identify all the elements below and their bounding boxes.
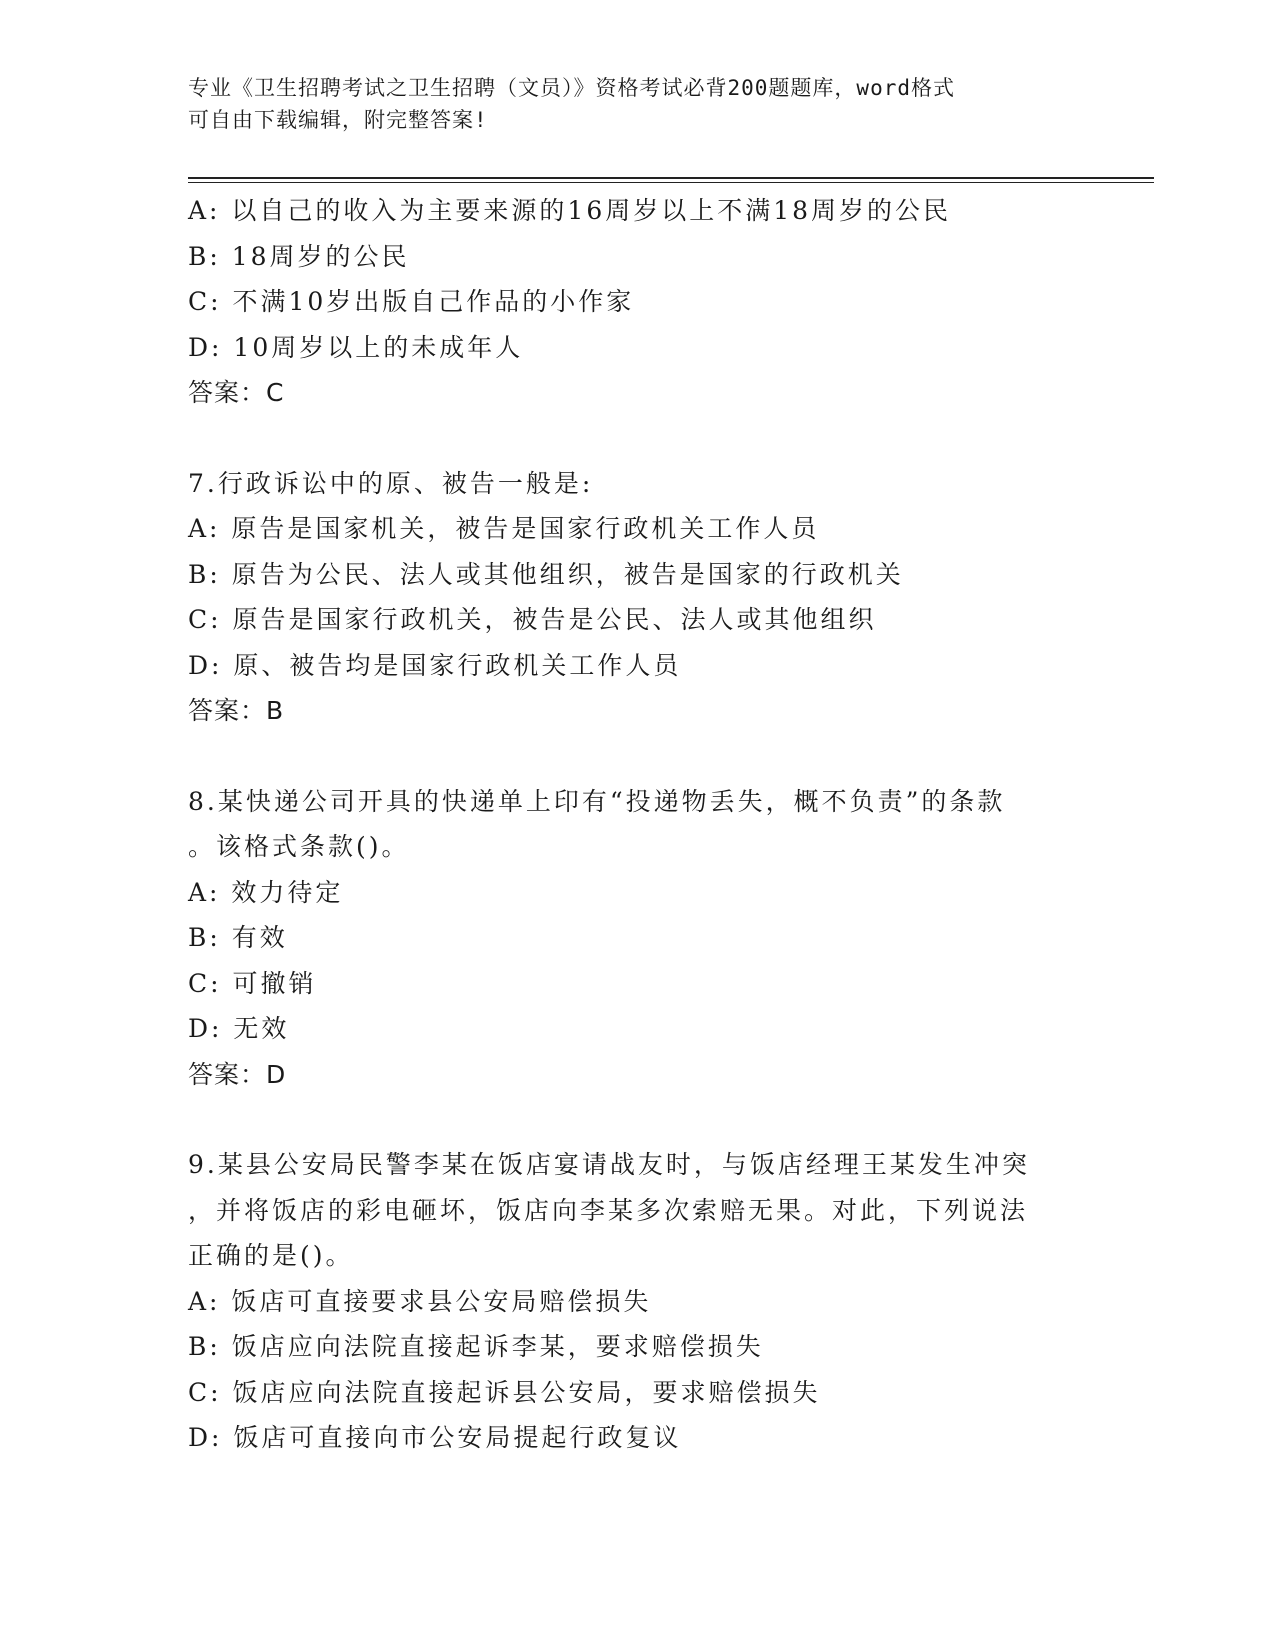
header-rule-thick	[188, 177, 1154, 179]
option-c: C: 原告是国家行政机关，被告是公民、法人或其他组织	[188, 605, 877, 634]
option-d: D: 无效	[188, 1014, 290, 1043]
option-a: A: 饭店可直接要求县公安局赔偿损失	[188, 1286, 652, 1316]
spacer	[188, 416, 1088, 461]
answer: 答案：D	[188, 1059, 287, 1089]
option-a: A: 效力待定	[188, 877, 344, 907]
option-c: C: 饭店应向法院直接起诉县公安局，要求赔偿损失	[188, 1377, 821, 1407]
question-6	[188, 188, 1088, 416]
option-c: C: 可撤销	[188, 968, 317, 998]
option-b: B: 原告为公民、法人或其他组织，被告是国家的行政机关	[188, 559, 904, 589]
question-text: 7.行政诉讼中的原、被告一般是:	[188, 468, 594, 498]
option-d: D: 10周岁以上的未成年人	[188, 332, 524, 362]
spacer	[188, 734, 1088, 779]
question-8	[188, 779, 1088, 1098]
option-a: A: 原告是国家机关，被告是国家行政机关工作人员	[188, 514, 820, 543]
question-text-line-1: 9.某县公安局民警李某在饭店宴请战友时，与饭店经理王某发生冲突	[188, 1150, 1030, 1179]
option-b: B: 18周岁的公民	[188, 241, 410, 271]
header-line-1: 专业《卫生招聘考试之卫生招聘（文员）》资格考试必背200题题库，word格式	[188, 76, 955, 100]
answer: 答案：B	[188, 696, 285, 725]
header-line-2: 可自由下载编辑，附完整答案!	[188, 108, 488, 132]
option-a: A: 以自己的收入为主要来源的16周岁以上不满18周岁的公民	[188, 196, 952, 225]
question-content	[188, 188, 1088, 1461]
page-header	[188, 72, 1068, 136]
answer: 答案：C	[188, 378, 285, 407]
header-rule-thin	[188, 182, 1154, 183]
option-d: D: 饭店可直接向市公安局提起行政复议	[188, 1423, 682, 1452]
spacer	[188, 1097, 1088, 1142]
question-7	[188, 461, 1088, 734]
question-text-line-1: 8.某快递公司开具的快递单上印有“投递物丢失，概不负责”的条款	[188, 786, 1006, 816]
option-b: B: 饭店应向法院直接起诉李某，要求赔偿损失	[188, 1332, 764, 1361]
question-text-line-2: 。该格式条款()。	[188, 832, 410, 861]
option-b: B: 有效	[188, 923, 288, 952]
option-c: C: 不满10岁出版自己作品的小作家	[188, 287, 635, 316]
option-d: D: 原、被告均是国家行政机关工作人员	[188, 650, 682, 680]
question-text-line-3: 正确的是()。	[188, 1241, 354, 1270]
question-9	[188, 1142, 1088, 1461]
question-text-line-2: ，并将饭店的彩电砸坏，饭店向李某多次索赔无果。对此，下列说法	[188, 1195, 1029, 1225]
